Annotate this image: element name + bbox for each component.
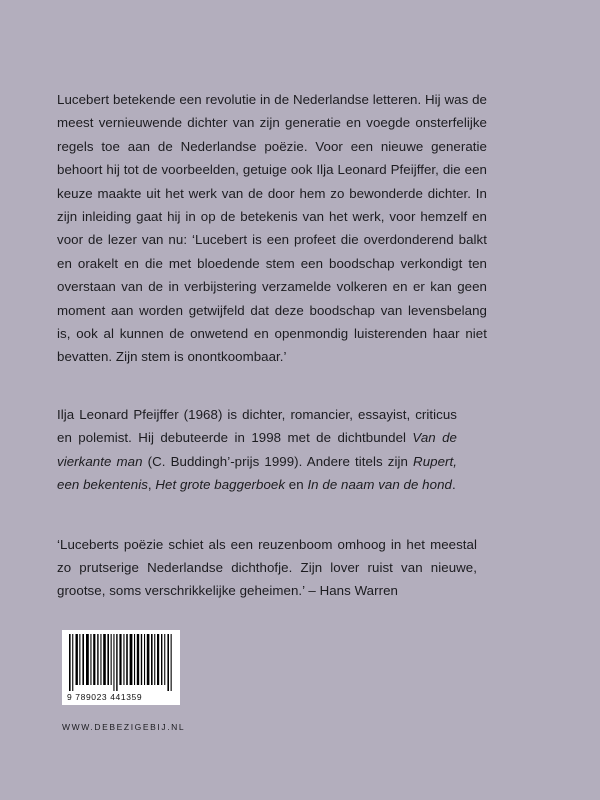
italic-title: Het grote baggerboek xyxy=(155,477,286,493)
press-quote-paragraph: ‘Luceberts poëzie schiet als een reuzenboom omhoog in het meestal zo prutserige Nederlandse dichthofje. Zijn lover ruist van nieuwe, grootse, soms verschrikkelijke geheimen.’ – Hans Warren xyxy=(57,536,477,599)
main-description-paragraph: Lucebert betekende een revolutie in de Nederlandse letteren. Hij was de meest vernieuwende dichter van zijn generatie en voegde onsterfelijke regels toe aan de Nederlandse poëzie. Voor een nieuwe generatie behoort hij tot de voorbeelden, getuige ook Ilja Leonard Pfeijffer, die een keuze maakte uit het werk van de door hem zo bewonderde dichter. In zijn inleiding gaat hij in op de betekenis van het werk, voor hemzelf en voor de lezer van nu: ‘Lucebert is een profeet die overdonderend balkt en orakelt en die met bloedende stem een boodschap verkondigt ten overstaan van de in verbijstering verzamelde volkeren en er kan geen moment aan worden getwijfeld dat deze boodschap van levensbelang is, ook al kunnen de onwetend en openmondig luisterenden haar niet bevatten. Zijn stem is onontkoombaar.’ xyxy=(57,92,487,365)
italic-title: Rupert, een bekentenis xyxy=(57,453,458,493)
italic-title: Van de vierkante man xyxy=(57,430,457,469)
barcode-icon xyxy=(62,630,180,692)
cover-text-block xyxy=(57,88,487,603)
italic-title: In de naam van de hond xyxy=(307,477,452,493)
publisher-url: WWW.DEBEZIGEBIJ.NL xyxy=(62,722,186,732)
barcode-block xyxy=(62,630,180,705)
author-bio-paragraph: Ilja Leonard Pfeijffer (1968) is dichter, romancier, essayist, criticus en polemist. Hij debuteerde in 1998 met de dichtbundel Van de vierkante man (C. Buddingh’-prijs 1999). Andere titels zijn Rupert, een bekentenis, Het grote baggerboek en In de naam van de hond. xyxy=(57,406,458,493)
isbn-number: 9 789023 441359 xyxy=(62,692,180,705)
